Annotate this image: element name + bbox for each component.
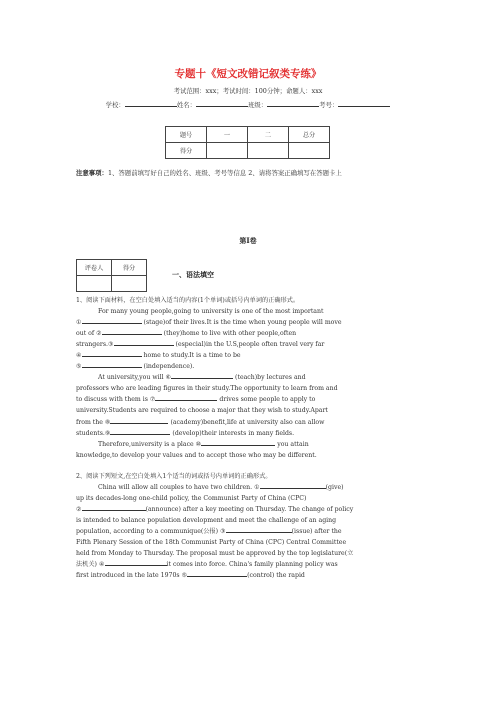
score-header-cell: 题号 <box>166 127 207 143</box>
score-table-header-row <box>166 127 330 143</box>
grader-score-label: 得分 <box>112 260 147 276</box>
blank-6[interactable] <box>171 372 233 379</box>
blank-4[interactable] <box>82 350 142 357</box>
blank-9[interactable] <box>110 428 170 435</box>
q1-paragraph-3: Therefore,university is a place ⑩ you attain knowledge,to develop your values and to accept those who may be different. <box>76 440 317 459</box>
spacer <box>76 461 420 471</box>
blank-1[interactable] <box>82 317 142 324</box>
name-blank[interactable] <box>196 100 248 107</box>
score-header-cell: 一 <box>207 127 248 143</box>
question-body <box>76 295 420 581</box>
exam-no-blank[interactable] <box>338 100 390 107</box>
blank-2[interactable] <box>102 328 162 335</box>
q2-blank-3[interactable] <box>226 526 292 533</box>
school-blank[interactable] <box>125 100 177 107</box>
score-table <box>165 126 330 159</box>
score-cell[interactable] <box>289 143 330 159</box>
grader-row <box>77 276 147 292</box>
score-cell[interactable] <box>248 143 289 159</box>
q1-instruction: 1、阅读下面材料，在空白处填入适当的内容(1个单词)或括号内单词的正确形式。 <box>76 297 300 304</box>
q2-blank-4[interactable] <box>105 559 167 566</box>
student-info-fields <box>0 100 496 109</box>
q2-blank-1[interactable] <box>260 482 326 489</box>
grader-table <box>76 259 147 292</box>
school-label: 学校： <box>105 101 125 109</box>
page-title: 专题十《短文改错记叙类专练》 <box>174 68 322 80</box>
q2-blank-2[interactable] <box>82 504 146 511</box>
grader-header-row <box>77 260 147 276</box>
section-title: 一、语法填空 <box>172 270 214 279</box>
q1-paragraph-2: At university,you will ⑥ (teach)by lectures and professors who are leading figures in their study.The opportunity to learn from and to discuss with them is ⑦ drives some people to apply to university.Students are required to choose a major that they wish to study.Apart from the ⑧ (academy)benefit,life at university also can allow students.⑨ (develop)their interests in many fields. <box>76 374 338 437</box>
q2-instruction: 2、阅读下列短文,在空白处填入1个适当的词或括号内单词的正确形式。 <box>76 472 272 480</box>
class-label: 班级： <box>248 101 268 109</box>
score-header-cell: 总分 <box>289 127 330 143</box>
class-blank[interactable] <box>267 100 319 107</box>
blank-7[interactable] <box>155 394 217 401</box>
grader-cell[interactable] <box>112 276 147 292</box>
volume-heading: 第I卷 <box>239 236 257 245</box>
grader-label: 评卷人 <box>77 260 112 276</box>
q2-blank-5[interactable] <box>187 570 247 577</box>
score-cell[interactable] <box>207 143 248 159</box>
exam-no-label: 考号： <box>319 101 339 109</box>
notice-text: 1、答题前填写好自己的姓名、班级、考号等信息 2、请将答案正确填写在答题卡上 <box>107 169 342 177</box>
notice-label: 注意事项： <box>76 169 108 177</box>
name-label: 姓名： <box>176 101 196 109</box>
blank-8[interactable] <box>110 417 168 424</box>
q1-paragraph-1: For many young people,going to university is one of the most important ① (stage)of their lives.It is the time when young people will move out of ② (they)home to live with other people,often strangers.③ (especial)in the U.S,people often travel very far ④ home to study.It is a time to be ⑤ (independence). <box>76 308 342 371</box>
score-table-row <box>166 143 330 159</box>
score-row-label: 得分 <box>166 143 207 159</box>
blank-3[interactable] <box>114 339 174 346</box>
exam-meta: 考试范围：xxx；考试时间：100分钟；命题人：xxx <box>173 87 323 95</box>
grader-cell[interactable] <box>77 276 112 292</box>
notice <box>76 168 426 179</box>
blank-10[interactable] <box>201 439 275 446</box>
q2-paragraph: China will allow all couples to have two children. ① (give) up its decades-long one-child policy, the Communist Party of China (CPC) ② (announce) after a key meeting on Thursday. The change of policy is intended to balance population development and meet the challenge of an aging population, according to a communique(公报) ③ (issue) after the Fifth Plenary Session of the 18th Communist Party of China (CPC) Central Committee held from Monday to Thursday. The proposal must be approved by the top legislature(立 法机关) ④ it comes into force. China's family planning policy was first introduced in the late 1970s ⑤ (control) the rapid <box>76 483 354 580</box>
score-header-cell: 二 <box>248 127 289 143</box>
blank-5[interactable] <box>82 361 142 368</box>
